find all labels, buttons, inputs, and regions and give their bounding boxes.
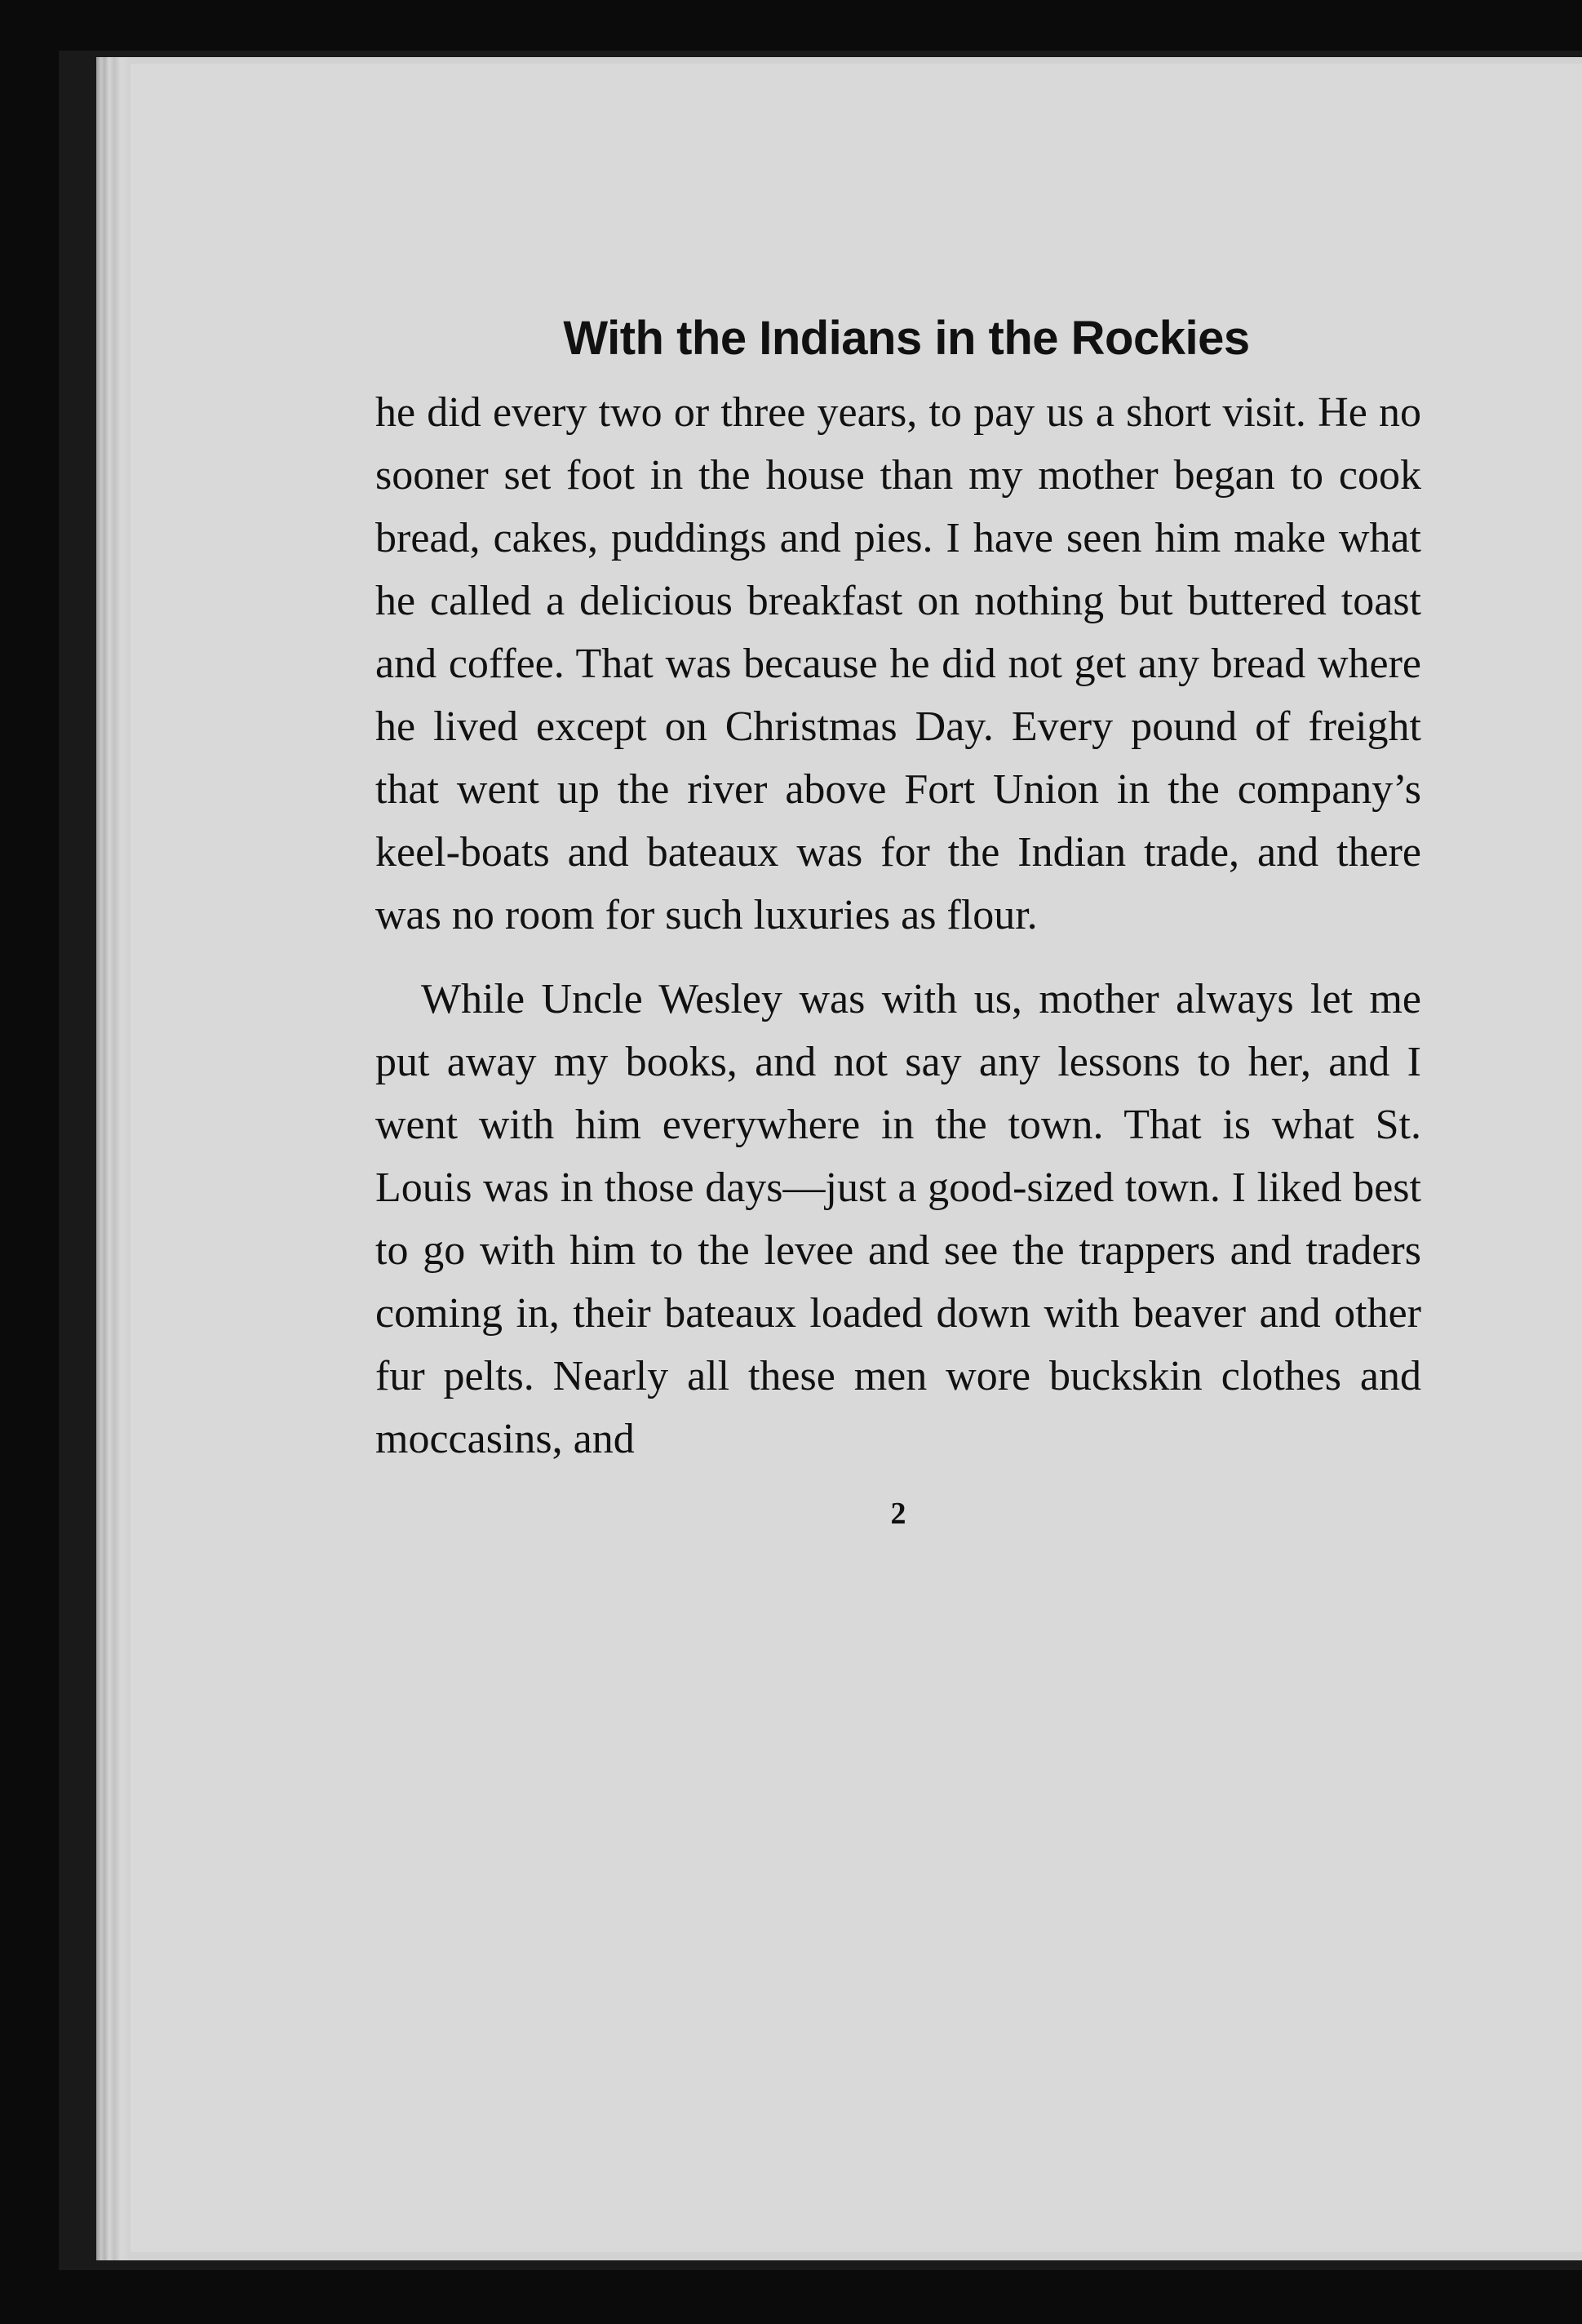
paragraph: While Uncle Wesley was with us, mother always let me put away my books, and not say any lessons to her, and I went with him everywhere in the town. That is what St. Louis was in those days—just a good-sized town. I liked best to go with him to the levee and see the trappers and traders coming in, their bateaux loaded down with beaver and other fur pelts. Nearly all these men wore buckskin clothes and moccasins, and xyxy=(375,976,1421,1462)
page-number: 2 xyxy=(890,1497,906,1531)
running-head: With the Indians in the Rockies xyxy=(563,312,1250,365)
paragraph: he did every two or three years, to pay us a short visit. He no sooner set foot in the house than my mother began to cook bread, cakes, puddings and pies. I have seen him make what he called a delicious breakfast on nothing but buttered toast and coffee. That was because he did not get any bread where he lived except on Christmas Day. Every pound of freight that went up the river above Fort Union in the company’s keel-boats and bateaux was for the Indian trade, and there was no room for such luxuries as flour. xyxy=(375,389,1421,938)
body-text xyxy=(375,381,1421,1470)
page-content xyxy=(375,245,1421,1534)
